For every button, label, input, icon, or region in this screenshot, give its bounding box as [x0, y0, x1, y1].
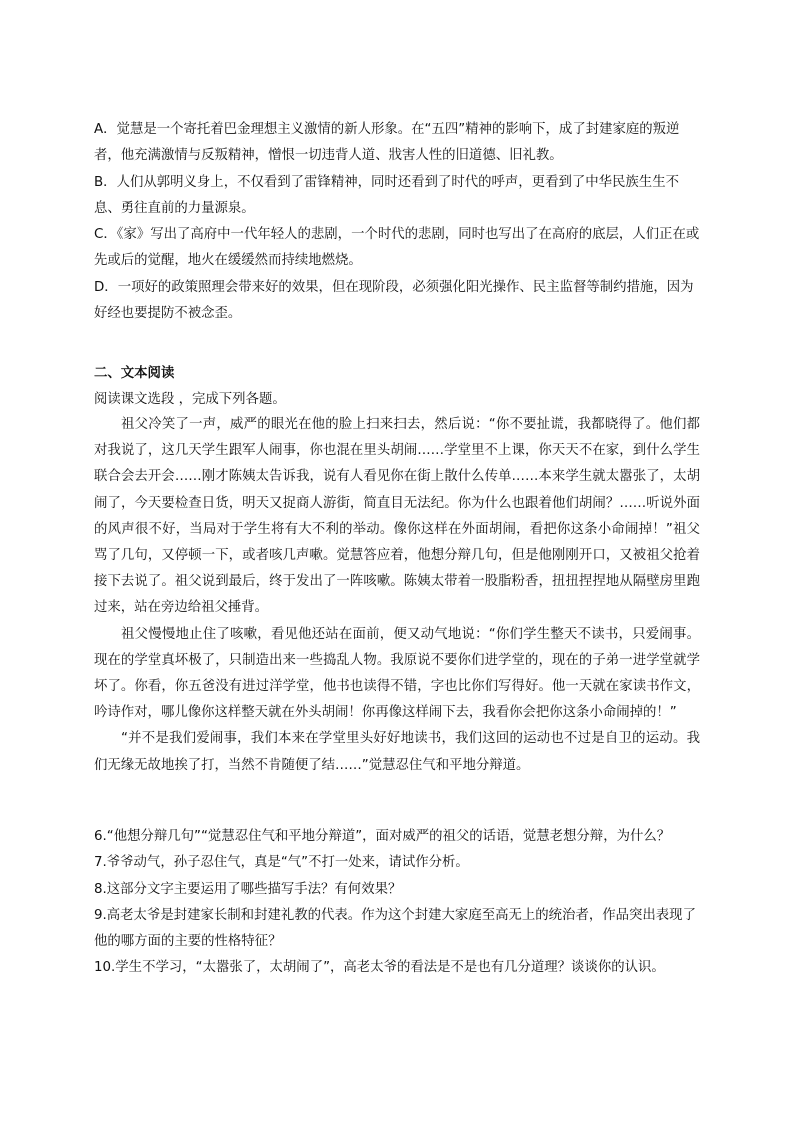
question-7: 7.爷爷动气，孙子忍住气，真是“气”不打一处来，请试作分析。	[94, 855, 469, 871]
question-6: 6.“他想分辩几句”“觉慧忍住气和平地分辩道”，面对威严的祖父的话语，觉慧老想分辩，为什么？	[94, 829, 671, 844]
option-c: C．《家》写出了高府中一代年轻人的悲剧，一个时代的悲剧，同时也写出了在高府的底层，人们正在或先或后的觉醒，地火在缓缓然而持续地燃烧。	[94, 227, 700, 269]
option-d: D．一项好的政策照理会带来好的效果，但在现阶段，必须强化阳光操作、民主监督等制约措施，因为好经也要提防不被念歪。	[94, 279, 694, 322]
option-a: A．觉慧是一个寄托着巴金理想主义激情的新人形象。在“五四”精神的影响下，成了封建家庭的叛逆者，他充满激情与反叛精神，憎恨一切违背人道、戕害人性的旧道德、旧礼教。	[94, 122, 680, 164]
question-9: 9.高老太爷是封建家长制和封建礼教的代表。作为这个封建大家庭至高无上的统治者，作品突出表现了他的哪方面的主要的性格特征？	[94, 907, 696, 950]
passage-paragraph: 祖父冷笑了一声，威严的眼光在他的脸上扫来扫去，然后说：“你不要扯谎，我都晓得了。他们都对我说了，这几天学生跟军人闹事，你也混在里头胡闹……学堂里不上课，你天天不在家，到什么学生联合会去开会……刚才陈姨太告诉我，说有人看见你在街上散什么传单……本来学生就太嚣张了，太胡闹了，今天要检查日货，明天又捉商人游街，简直目无法纪。你为什么也跟着他们胡闹？……听说外面的风声很不好，当局对于学生将有大不利的举动。像你这样在外面胡闹，看把你这条小命闹掉！”祖父骂了几句，又停顿一下，或者咳几声嗽。觉慧答应着，他想分辩几句，但是他刚刚开口，又被祖父抢着接下去说了。祖父说到最后，终于发出了一阵咳嗽。陈姨太带着一股脂粉香，扭扭捏捏地从隔壁房里跑过来，站在旁边给祖父捶背。	[94, 417, 700, 616]
question-8: 8.这部分文字主要运用了哪些描写手法？有何效果？	[94, 881, 402, 897]
reading-passage	[94, 412, 700, 779]
answer-options	[94, 117, 700, 327]
section-intro: 阅读课文选段 ，完成下列各题。	[94, 392, 286, 407]
question-list	[94, 824, 700, 982]
passage-paragraph: “并不是我们爱闹事，我们本来在学堂里头好好地读书，我们这回的运动也不过是自卫的运动。我们无缘无故地挨了打，当然不肯随便了结……”觉慧忍住气和平地分辩道。	[94, 731, 700, 773]
option-b: B．人们从郭明义身上，不仅看到了雷锋精神，同时还看到了时代的呼声，更看到了中华民族生生不息、勇往直前的力量源泉。	[94, 174, 679, 216]
passage-paragraph: 祖父慢慢地止住了咳嗽，看见他还站在面前，便又动气地说：“你们学生整天不读书，只爱闹事。现在的学堂真坏极了，只制造出来一些捣乱人物。我原说不要你们进学堂的，现在的子弟一进学堂就学坏了。你看，你五爸没有进过洋学堂，他书也读得不错，字也比你们写得好。他一天就在家读书作文，吟诗作对，哪儿像你这样整天就在外头胡闹！你再像这样闹下去，我看你会把你这条小命闹掉的！”	[94, 626, 700, 721]
section-title: 二、文本阅读	[94, 366, 175, 381]
question-10: 10.学生不学习，“太嚣张了，太胡闹了”，高老太爷的看法是不是也有几分道理？谈谈你的认识。	[94, 960, 665, 976]
